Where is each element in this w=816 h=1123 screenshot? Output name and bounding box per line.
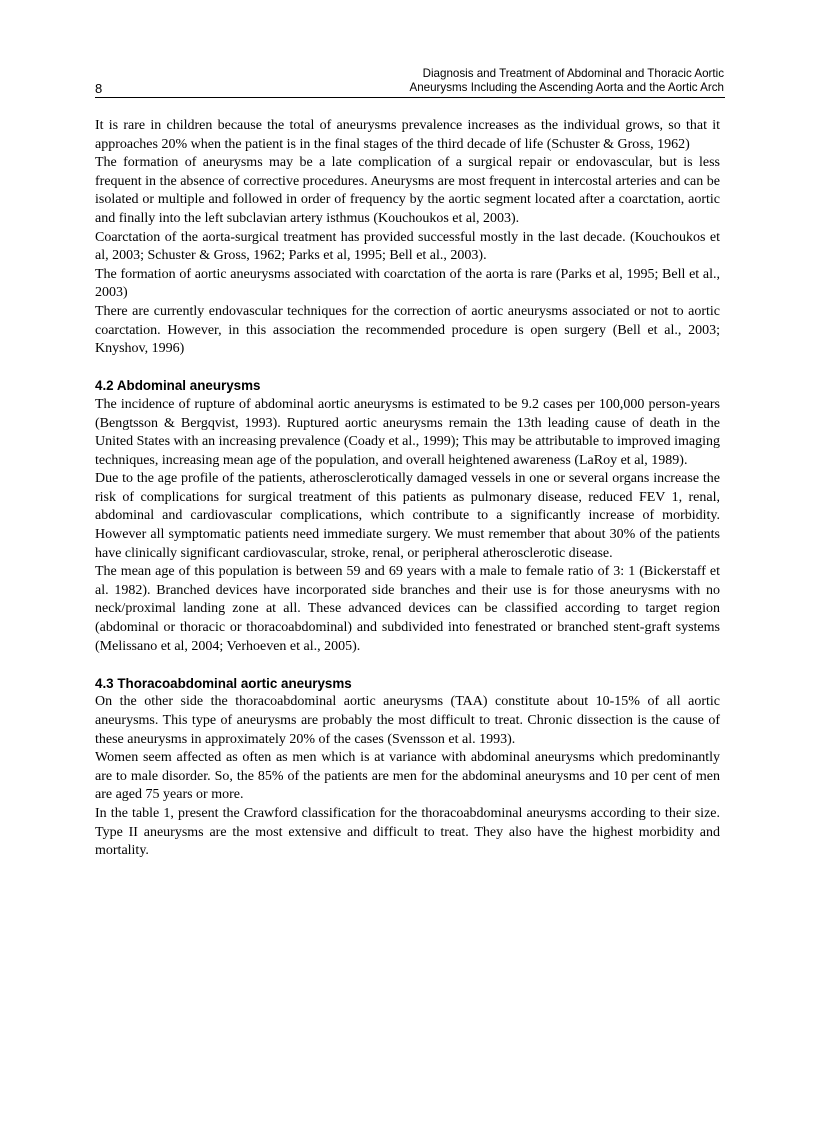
paragraph: The formation of aneurysms may be a late complication of a surgical repair or endovascular, but is less frequent in the absence of corrective procedures. Aneurysms are most frequent in intercostal arteries and can be isolated or multiple and followed in order of frequency by the aortic segment located after a coarctation, aortic and finally into the left subclavian artery isthmus (Kouchoukos et al, 2003). [95,155,720,226]
body-text [95,117,720,861]
running-title-line-2: Aneurysms Including the Ascending Aorta and the Aortic Arch [409,81,724,94]
paragraph: The formation of aortic aneurysms associated with coarctation of the aorta is rare (Parks et al, 1995; Bell et al., 2003) [95,266,720,301]
paragraph: Coarctation of the aorta-surgical treatment has provided successful mostly in the last decade. (Kouchoukos et al, 2003; Schuster & Gross, 1962; Parks et al, 1995; Bell et al., 2003). [95,229,720,264]
paragraph: On the other side the thoracoabdominal aortic aneurysms (TAA) constitute about 10-15% of all aortic aneurysms. This type of aneurysms are probably the most difficult to treat. Chronic dissection is the cause of these aneurysms in approximately 20% of the cases (Svensson et al. 1993). [95,694,720,747]
paragraph: It is rare in children because the total of aneurysms prevalence increases as the individual grows, so that it approaches 20% when the patient is in the final stages of the third decade of life (Schuster & Gross, 1962) [95,118,720,152]
running-title [409,67,724,95]
paragraph: In the table 1, present the Crawford classification for the thoracoabdominal aneurysms according to their size. Type II aneurysms are the most extensive and difficult to treat. They also have the highest morbidity and mortality. [95,805,720,859]
paragraph: The incidence of rupture of abdominal aortic aneurysms is estimated to be 9.2 cases per 100,000 person-years (Bengtsson & Bergqvist, 1993). Ruptured aortic aneurysms remain the 13th leading cause of death in the United States with an increasing prevalence (Coady et al., 1999); This may be attributable to improved imaging techniques, increasing mean age of the population, and overall heightened awareness (LaRoy et al, 1989). [95,396,720,468]
paragraph: The mean age of this population is between 59 and 69 years with a male to female ratio of 3: 1 (Bickerstaff et al. 1982). Branched devices have incorporated side branches and their use is for those aneurysms with no neck/proximal landing zone at all. These advanced devices can be classified according to target region (abdominal or thoracic or thoracoabdominal) and subdivided into fenestrated or branched stent-graft systems (Melissano et al, 2004; Verhoeven et al., 2005). [95,564,720,654]
section-spacer [95,359,720,378]
running-title-line-1: Diagnosis and Treatment of Abdominal and Thoracic Aortic [422,67,724,80]
page-number: 8 [95,81,103,96]
paragraph: Women seem affected as often as men which is at variance with abdominal aneurysms which predominantly are to male disorder. So, the 85% of the patients are men for the abdominal aneurysms and 10 per cent of men are aged 75 years or more. [95,750,720,803]
section-spacer [95,656,720,675]
paragraph: There are currently endovascular techniques for the correction of aortic aneurysms associated or not to aortic coarctation. However, in this association the recommended procedure is open surgery (Bell et al., 2003; Knyshov, 1996) [95,303,720,357]
paragraph: Due to the age profile of the patients, atherosclerotically damaged vessels in one or several organs increase the risk of complications for surgical treatment of this patients as pulmonary disease, reduced FEV 1, renal, abdominal and cardiovascular complications, which contribute to a significantly increase of morbidity. However all symptomatic patients need immediate surgery. We must remember that about 30% of the patients have clinically significant cardiovascular, stroke, renal, or peripheral atherosclerotic disease. [95,471,720,561]
section-heading-abdominal-aneurysms: 4.2 Abdominal aneurysms [95,378,261,394]
running-header [95,66,725,98]
section-heading-thoracoabdominal-aneurysms: 4.3 Thoracoabdominal aortic aneurysms [95,675,352,691]
